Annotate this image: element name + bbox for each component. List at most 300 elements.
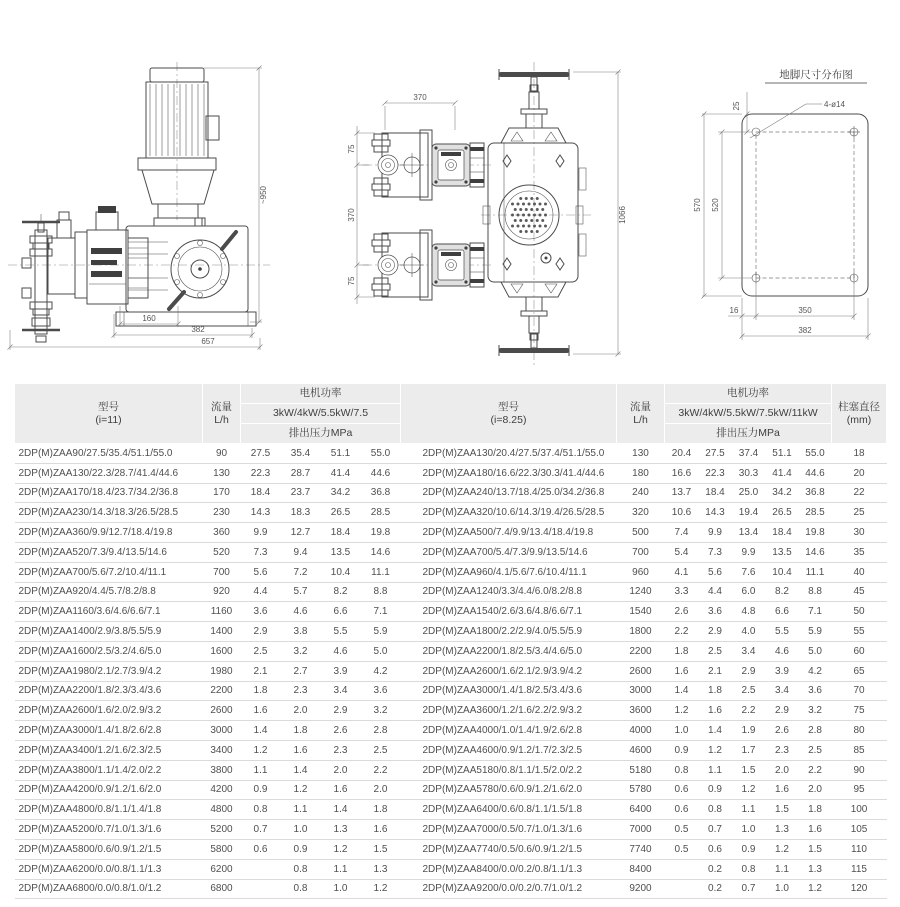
model-cell: 2DP(M)ZAA9200/0.0/0.2/0.7/1.0/1.2 [401,879,617,899]
value-cell: 1.1 [766,859,799,879]
value-cell: 2.8 [361,721,401,741]
value-cell: 0.8 [699,800,732,820]
col-header-power-right: 电机功率 [665,384,832,404]
pump-head-assembly [363,130,493,200]
value-cell: 20.4 [665,444,699,464]
value-cell: 1.5 [361,839,401,859]
model-cell: 2DP(M)ZAA1600/2.5/3.2/4.6/5.0 [15,641,203,661]
value-cell: 920 [203,582,241,602]
value-cell: 55.0 [361,444,401,464]
model-cell: 2DP(M)ZAA4600/0.9/1.2/1.7/2.3/2.5 [401,740,617,760]
value-cell: 1.6 [281,740,321,760]
value-cell: 18 [832,444,887,464]
model-cell: 2DP(M)ZAA5780/0.6/0.9/1.2/1.6/2.0 [401,780,617,800]
value-cell: 1.6 [766,780,799,800]
value-cell: 0.9 [665,740,699,760]
lever-handle [222,232,236,249]
value-cell: 37.4 [732,444,766,464]
value-cell: 1.6 [361,820,401,840]
spec-row [15,879,887,899]
spec-row [15,780,887,800]
spec-row [15,523,887,543]
value-cell: 36.8 [361,483,401,503]
value-cell: 2.3 [321,740,361,760]
value-cell: 19.4 [732,503,766,523]
value-cell: 1.2 [799,879,832,899]
value-cell: 2.9 [321,701,361,721]
spec-row [15,463,887,483]
value-cell: 2.5 [361,740,401,760]
value-cell: 55.0 [799,444,832,464]
model-cell: 2DP(M)ZAA960/4.1/5.6/7.6/10.4/11.1 [401,562,617,582]
value-cell: 1.4 [699,721,732,741]
value-cell: 2.5 [241,641,281,661]
value-cell: 36.8 [799,483,832,503]
value-cell: 1600 [203,641,241,661]
value-cell: 7.3 [699,542,732,562]
value-cell: 5.9 [799,622,832,642]
value-cell: 1.6 [699,701,732,721]
value-cell: 75 [832,701,887,721]
value-cell: 1800 [617,622,665,642]
value-cell: 4200 [203,780,241,800]
value-cell: 13.4 [732,523,766,543]
spec-table-body [15,444,887,899]
flow-title: 流量 [211,400,232,413]
value-cell: 44.6 [799,463,832,483]
bolt-label: 4-ø14 [824,100,845,109]
value-cell: 7.4 [665,523,699,543]
value-cell: 14.6 [361,542,401,562]
value-cell: 1.2 [665,701,699,721]
dim-382: 382 [798,326,812,335]
spec-row [15,800,887,820]
value-cell: 180 [617,463,665,483]
value-cell: 0.8 [281,879,321,899]
value-cell: 1240 [617,582,665,602]
value-cell: 65 [832,661,887,681]
value-cell: 2.2 [361,760,401,780]
value-cell: 1.7 [732,740,766,760]
value-cell: 100 [832,800,887,820]
value-cell: 2.5 [732,681,766,701]
value-cell: 26.5 [766,503,799,523]
value-cell: 4000 [617,721,665,741]
col-header-flow-right [617,384,665,444]
value-cell: 1.6 [321,780,361,800]
model-cell: 2DP(M)ZAA3800/1.1/1.4/2.0/2.2 [15,760,203,780]
value-cell: 16.6 [665,463,699,483]
value-cell: 26.5 [321,503,361,523]
value-cell: 7.1 [361,602,401,622]
dim-520: 520 [711,198,720,212]
spec-row [15,721,887,741]
value-cell: 3.2 [361,701,401,721]
value-cell: 8.8 [799,582,832,602]
plunger-unit: (mm) [846,413,872,426]
spec-row [15,681,887,701]
value-cell: 2.5 [699,641,732,661]
value-cell: 4.2 [361,661,401,681]
value-cell: 28.5 [799,503,832,523]
value-cell: 1400 [203,622,241,642]
value-cell: 2200 [203,681,241,701]
model-cell: 2DP(M)ZAA2200/1.8/2.5/3.4/4.6/5.0 [401,641,617,661]
value-cell: 7740 [617,839,665,859]
value-cell: 0.8 [732,859,766,879]
value-cell: 10.4 [766,562,799,582]
value-cell: 1540 [617,602,665,622]
value-cell: 1.3 [799,859,832,879]
pump-top-view-drawing [333,58,653,370]
value-cell [665,859,699,879]
model-cell: 2DP(M)ZAA1400/2.9/3.8/5.5/5.9 [15,622,203,642]
spec-row [15,820,887,840]
value-cell: 2.7 [281,661,321,681]
value-cell: 1.8 [799,800,832,820]
value-cell: 1.5 [766,800,799,820]
value-cell [241,859,281,879]
value-cell: 18.4 [241,483,281,503]
value-cell: 90 [832,760,887,780]
model-cell: 2DP(M)ZAA1540/2.6/3.6/4.8/6.6/7.1 [401,602,617,622]
value-cell: 2.1 [241,661,281,681]
value-cell: 22 [832,483,887,503]
value-cell: 13.5 [766,542,799,562]
value-cell: 14.3 [699,503,732,523]
value-cell: 0.2 [699,879,732,899]
model-cell: 2DP(M)ZAA3600/1.2/1.6/2.2/2.9/3.2 [401,701,617,721]
value-cell: 130 [617,444,665,464]
value-cell: 22.3 [241,463,281,483]
value-cell: 80 [832,721,887,741]
value-cell: 500 [617,523,665,543]
value-cell: 95 [832,780,887,800]
model-cell: 2DP(M)ZAA3000/1.4/1.8/2.5/3.4/3.6 [401,681,617,701]
dimension-lines [693,92,871,340]
col-header-flow-left [203,384,241,444]
value-cell: 60 [832,641,887,661]
value-cell: 11.1 [799,562,832,582]
value-cell: 1.4 [241,721,281,741]
value-cell: 5.5 [321,622,361,642]
spec-row [15,602,887,622]
value-cell: 1.0 [732,820,766,840]
dim-382: 382 [191,325,205,334]
value-cell: 2.9 [699,622,732,642]
dim-350: 350 [798,306,812,315]
value-cell: 2.8 [799,721,832,741]
value-cell: 4.6 [281,602,321,622]
value-cell: 0.9 [699,780,732,800]
value-cell: 3000 [617,681,665,701]
value-cell: 5780 [617,780,665,800]
value-cell: 2.6 [766,721,799,741]
value-cell: 1.8 [281,721,321,741]
model-title: 型号 [98,400,119,413]
value-cell: 2.3 [766,740,799,760]
dim-1066: 1066 [618,206,627,224]
value-cell: 3.6 [361,681,401,701]
value-cell: 6200 [203,859,241,879]
spec-row [15,661,887,681]
value-cell: 1.6 [799,820,832,840]
value-cell: 45 [832,582,887,602]
value-cell: 3800 [203,760,241,780]
value-cell: 19.8 [361,523,401,543]
value-cell: 120 [832,879,887,899]
value-cell: 700 [617,542,665,562]
value-cell: 3.2 [799,701,832,721]
value-cell: 2.0 [321,760,361,780]
value-cell: 4.8 [732,602,766,622]
value-cell: 14.6 [799,542,832,562]
value-cell: 4600 [617,740,665,760]
value-cell: 2.2 [732,701,766,721]
value-cell: 0.8 [665,760,699,780]
value-cell: 2.9 [241,622,281,642]
model-cell: 2DP(M)ZAA4800/0.8/1.1/1.4/1.8 [15,800,203,820]
value-cell: 7.1 [799,602,832,622]
value-cell: 2.6 [665,602,699,622]
dimension-lines [347,70,627,357]
model-cell: 2DP(M)ZAA130/22.3/28.7/41.4/44.6 [15,463,203,483]
model-cell: 2DP(M)ZAA1160/3.6/4.6/6.6/7.1 [15,602,203,622]
value-cell: 1.0 [665,721,699,741]
col-header-power-left: 电机功率 [241,384,401,404]
value-cell: 130 [203,463,241,483]
model-cell: 2DP(M)ZAA5180/0.8/1.1/1.5/2.0/2.2 [401,760,617,780]
value-cell: 700 [203,562,241,582]
value-cell: 2.9 [732,661,766,681]
value-cell: 4.1 [665,562,699,582]
value-cell: 1.3 [766,820,799,840]
value-cell: 115 [832,859,887,879]
flow-title: 流量 [630,400,651,413]
value-cell: 1.3 [321,820,361,840]
dim-75-upper: 75 [347,144,356,154]
value-cell: 13.7 [665,483,699,503]
model-cell: 2DP(M)ZAA7740/0.5/0.6/0.9/1.2/1.5 [401,839,617,859]
value-cell: 25.0 [732,483,766,503]
model-cell: 2DP(M)ZAA180/16.6/22.3/30.3/41.4/44.6 [401,463,617,483]
value-cell: 30.3 [732,463,766,483]
value-cell: 1.8 [665,641,699,661]
dim-overall-height: ~950 [259,185,268,205]
value-cell: 1.8 [241,681,281,701]
col-header-plunger [832,384,887,444]
model-cell: 2DP(M)ZAA1800/2.2/2.9/4.0/5.5/5.9 [401,622,617,642]
model-cell: 2DP(M)ZAA4000/1.0/1.4/1.9/2.6/2.8 [401,721,617,741]
base-outline [742,114,868,296]
value-cell: 0.2 [699,859,732,879]
value-cell: 9200 [617,879,665,899]
value-cell: 6.0 [732,582,766,602]
value-cell: 960 [617,562,665,582]
value-cell: 9.4 [281,542,321,562]
value-cell: 5.9 [361,622,401,642]
model-cell: 2DP(M)ZAA130/20.4/27.5/37.4/51.1/55.0 [401,444,617,464]
spec-table-header [15,384,887,444]
value-cell: 0.9 [732,839,766,859]
value-cell: 18.4 [321,523,361,543]
value-cell: 8.2 [321,582,361,602]
value-cell: 11.1 [361,562,401,582]
value-cell: 6.6 [766,602,799,622]
model-cell: 2DP(M)ZAA5200/0.7/1.0/1.3/1.6 [15,820,203,840]
pump-side-view-drawing [8,52,278,364]
value-cell: 3.8 [281,622,321,642]
value-cell: 3600 [617,701,665,721]
value-cell: 25 [832,503,887,523]
value-cell: 3000 [203,721,241,741]
corner-bolts [503,155,564,270]
value-cell: 5.6 [241,562,281,582]
motor [138,68,219,226]
value-cell: 0.8 [281,859,321,879]
value-cell: 7.3 [241,542,281,562]
value-cell: 0.5 [665,820,699,840]
value-cell: 34.2 [766,483,799,503]
power-models-right: 3kW/4kW/5.5kW/7.5kW/11kW [665,404,832,424]
value-cell: 3.6 [699,602,732,622]
handwheel [499,72,569,77]
value-cell: 5.7 [281,582,321,602]
value-cell: 0.6 [665,800,699,820]
value-cell: 1.8 [361,800,401,820]
value-cell: 1.0 [321,879,361,899]
flow-unit: L/h [214,413,229,426]
value-cell: 2.0 [799,780,832,800]
model-cell: 2DP(M)ZAA700/5.6/7.2/10.4/11.1 [15,562,203,582]
model-cell: 2DP(M)ZAA90/27.5/35.4/51.1/55.0 [15,444,203,464]
spec-row [15,641,887,661]
dim-370-left: 370 [347,208,356,222]
value-cell: 0.8 [241,800,281,820]
value-cell: 2200 [617,641,665,661]
value-cell: 44.6 [361,463,401,483]
value-cell: 5.4 [665,542,699,562]
model-cell: 2DP(M)ZAA2200/1.8/2.3/3.4/3.6 [15,681,203,701]
value-cell: 18.4 [766,523,799,543]
pump-head-assembly [363,230,493,300]
value-cell: 1.1 [699,760,732,780]
value-cell: 1.1 [732,800,766,820]
model-cell: 2DP(M)ZAA170/18.4/23.7/34.2/36.8 [15,483,203,503]
value-cell: 105 [832,820,887,840]
value-cell: 8.2 [766,582,799,602]
col-header-model-right [401,384,617,444]
model-cell: 2DP(M)ZAA700/5.4/7.3/9.9/13.5/14.6 [401,542,617,562]
value-cell: 0.9 [241,780,281,800]
spec-row [15,760,887,780]
pressure-header-right: 排出压力MPa [665,424,832,444]
handwheel [499,348,569,353]
value-cell: 2.1 [699,661,732,681]
model-cell: 2DP(M)ZAA1980/2.1/2.7/3.9/4.2 [15,661,203,681]
value-cell: 0.7 [241,820,281,840]
pump-head [48,206,148,304]
value-cell: 3.2 [281,641,321,661]
value-cell: 520 [203,542,241,562]
value-cell: 5800 [203,839,241,859]
model-cell: 2DP(M)ZAA2600/1.6/2.1/2.9/3.9/4.2 [401,661,617,681]
model-cell: 2DP(M)ZAA2600/1.6/2.0/2.9/3.2 [15,701,203,721]
dim-657: 657 [201,337,215,346]
value-cell: 41.4 [321,463,361,483]
value-cell: 4.4 [241,582,281,602]
value-cell: 10.4 [321,562,361,582]
value-cell: 4.0 [732,622,766,642]
value-cell: 20 [832,463,887,483]
value-cell: 0.7 [699,820,732,840]
value-cell: 8.8 [361,582,401,602]
model-ratio: (i=11) [95,413,122,426]
value-cell: 27.5 [241,444,281,464]
value-cell: 7000 [617,820,665,840]
model-cell: 2DP(M)ZAA230/14.3/18.3/26.5/28.5 [15,503,203,523]
value-cell: 1.8 [699,681,732,701]
value-cell: 35 [832,542,887,562]
value-cell: 230 [203,503,241,523]
value-cell: 0.9 [281,839,321,859]
value-cell: 5.5 [766,622,799,642]
value-cell: 50 [832,602,887,622]
value-cell: 4.6 [766,641,799,661]
value-cell: 18.3 [281,503,321,523]
value-cell: 1.4 [665,681,699,701]
value-cell: 2.3 [281,681,321,701]
pump-heads [363,130,493,300]
value-cell: 2.2 [665,622,699,642]
model-cell: 2DP(M)ZAA6400/0.6/0.8/1.1/1.5/1.8 [401,800,617,820]
value-cell: 1.4 [281,760,321,780]
value-cell: 41.4 [766,463,799,483]
value-cell: 170 [203,483,241,503]
model-cell: 2DP(M)ZAA360/9.9/12.7/18.4/19.8 [15,523,203,543]
value-cell: 6400 [617,800,665,820]
model-cell: 2DP(M)ZAA7000/0.5/0.7/1.0/1.3/1.6 [401,820,617,840]
spec-row [15,483,887,503]
value-cell: 30 [832,523,887,543]
lever-handle [169,292,184,309]
model-cell: 2DP(M)ZAA500/7.4/9.9/13.4/18.4/19.8 [401,523,617,543]
value-cell: 5200 [203,820,241,840]
value-cell: 1.2 [321,839,361,859]
value-cell: 3.9 [766,661,799,681]
model-ratio: (i=8.25) [490,413,527,426]
value-cell: 2.5 [799,740,832,760]
value-cell: 1.2 [699,740,732,760]
value-cell: 2.0 [361,780,401,800]
value-cell [665,879,699,899]
value-cell: 0.5 [665,839,699,859]
value-cell: 8400 [617,859,665,879]
dim-75-lower: 75 [347,276,356,286]
value-cell: 23.7 [281,483,321,503]
spec-row [15,740,887,760]
suction-valve-assembly [22,214,60,342]
value-cell: 1.5 [732,760,766,780]
col-header-model-left [15,384,203,444]
value-cell: 2.2 [799,760,832,780]
anchor-bolt-holes [752,126,860,284]
value-cell: 1.0 [281,820,321,840]
value-cell: 22.3 [699,463,732,483]
value-cell: 5.0 [361,641,401,661]
value-cell: 2600 [203,701,241,721]
value-cell: 3.3 [665,582,699,602]
